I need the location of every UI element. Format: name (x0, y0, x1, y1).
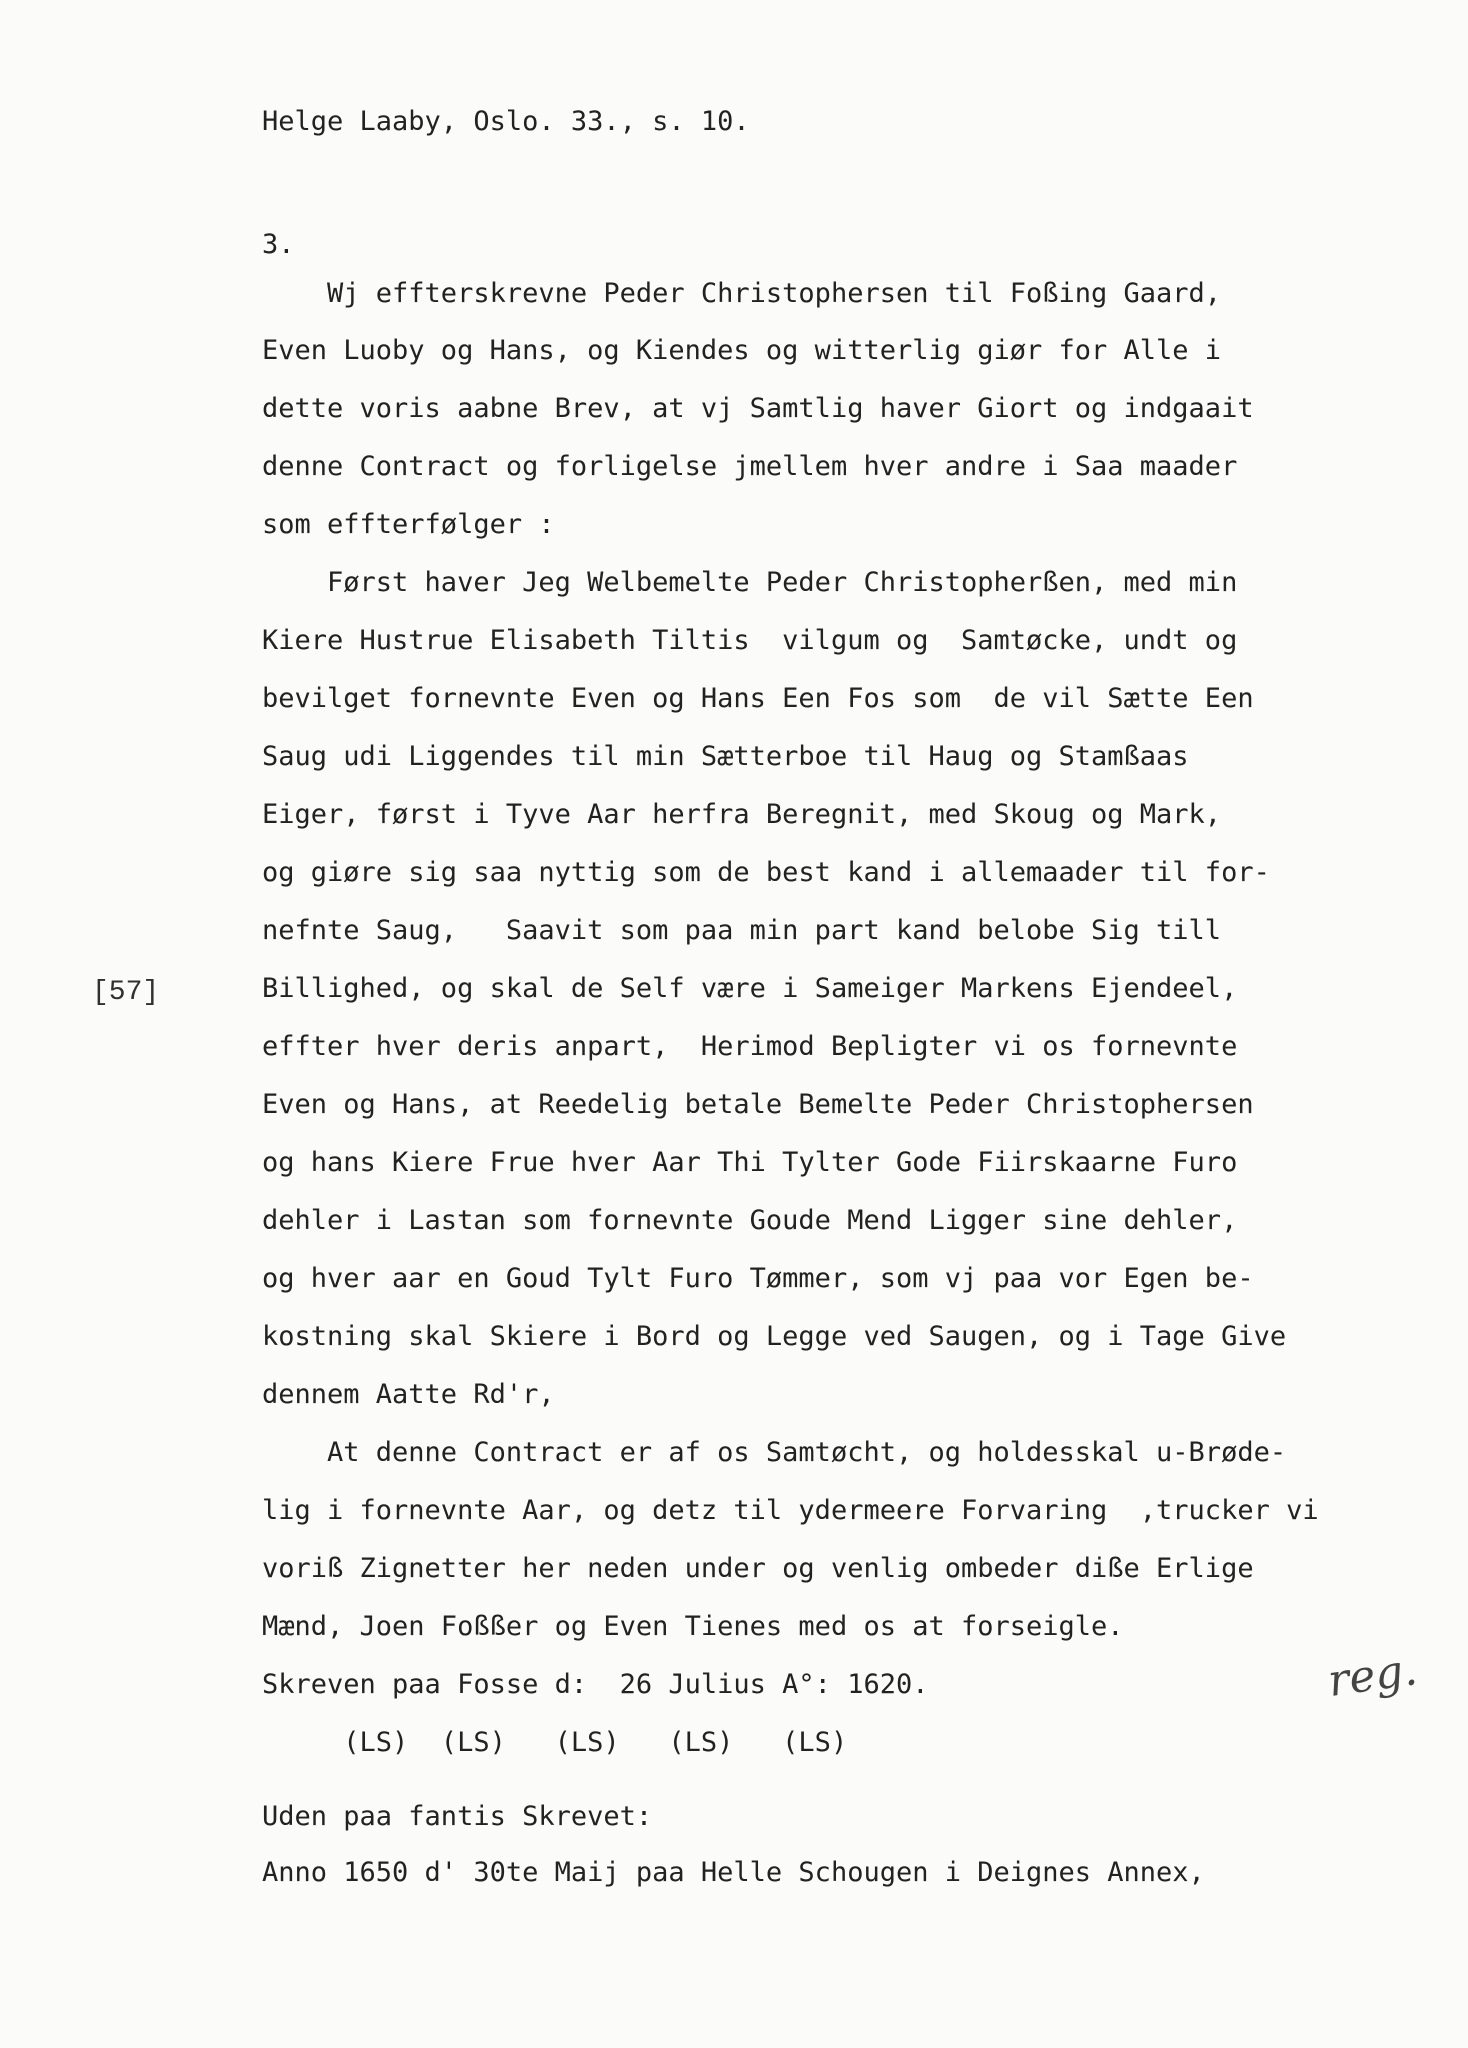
text-line: bevilget fornevnte Even og Hans Een Fos som de vil Sætte Een (262, 683, 1254, 714)
text-line: Saug udi Liggendes til min Sætterboe til Haug og Stamßaas (262, 741, 1189, 772)
text-line: Wj effterskrevne Peder Christophersen til Foßing Gaard, (262, 278, 1222, 309)
text-line: Mænd, Joen Foßßer og Even Tienes med os at forseigle. (262, 1611, 1124, 1642)
text-line: nefnte Saug, Saavit som paa min part kand belobe Sig till (262, 915, 1222, 946)
text-line: Anno 1650 d' 30te Maij paa Helle Schougen i Deignes Annex, (262, 1857, 1205, 1888)
text-line: denne Contract og forligelse jmellem hver andre i Saa maader (262, 451, 1238, 482)
text-line: Uden paa fantis Skrevet: (262, 1801, 653, 1832)
margin-page-reference: [57] (92, 977, 160, 1008)
text-line: effter hver deris anpart, Herimod Bepligter vi os fornevnte (262, 1031, 1238, 1062)
text-line: Kiere Hustrue Elisabeth Tiltis vilgum og Samtøcke, undt og (262, 625, 1238, 656)
text-line: Eiger, først i Tyve Aar herfra Beregnit, med Skoug og Mark, (262, 799, 1222, 830)
text-line: Even og Hans, at Reedelig betale Bemelte Peder Christophersen (262, 1089, 1254, 1120)
text-line: voriß Zignetter her neden under og venlig ombeder diße Erlige (262, 1553, 1254, 1584)
text-line: Even Luoby og Hans, og Kiendes og witterlig giør for Alle i (262, 335, 1222, 366)
text-line: At denne Contract er af os Samtøcht, og holdesskal u-Brøde- (262, 1437, 1287, 1468)
text-line: og hver aar en Goud Tylt Furo Tømmer, som vj paa vor Egen be- (262, 1263, 1254, 1294)
text-line: Billighed, og skal de Self være i Sameiger Markens Ejendeel, (262, 973, 1238, 1004)
text-line: som effterfølger : (262, 509, 555, 540)
document-header: Helge Laaby, Oslo. 33., s. 10. (262, 106, 750, 137)
handwritten-note: reg. (1324, 1644, 1421, 1707)
text-line: og hans Kiere Frue hver Aar Thi Tylter Gode Fiirskaarne Furo (262, 1147, 1238, 1178)
text-line: og giøre sig saa nyttig som de best kand i allemaader til for- (262, 857, 1270, 888)
text-line: dehler i Lastan som fornevnte Goude Mend Ligger sine dehler, (262, 1205, 1238, 1236)
text-line: Først haver Jeg Welbemelte Peder Christopherßen, med min (262, 567, 1238, 598)
text-line: kostning skal Skiere i Bord og Legge ved Saugen, og i Tage Give (262, 1321, 1287, 1352)
text-line: lig i fornevnte Aar, og detz til ydermeere Forvaring ,trucker vi (262, 1495, 1319, 1526)
seal-markers: (LS) (LS) (LS) (LS) (LS) (262, 1727, 848, 1758)
text-line: Skreven paa Fosse d: 26 Julius A°: 1620. (262, 1669, 929, 1700)
section-number: 3. (262, 229, 295, 260)
text-line: dennem Aatte Rd'r, (262, 1379, 555, 1410)
text-line: dette voris aabne Brev, at vj Samtlig haver Giort og indgaait (262, 393, 1254, 424)
